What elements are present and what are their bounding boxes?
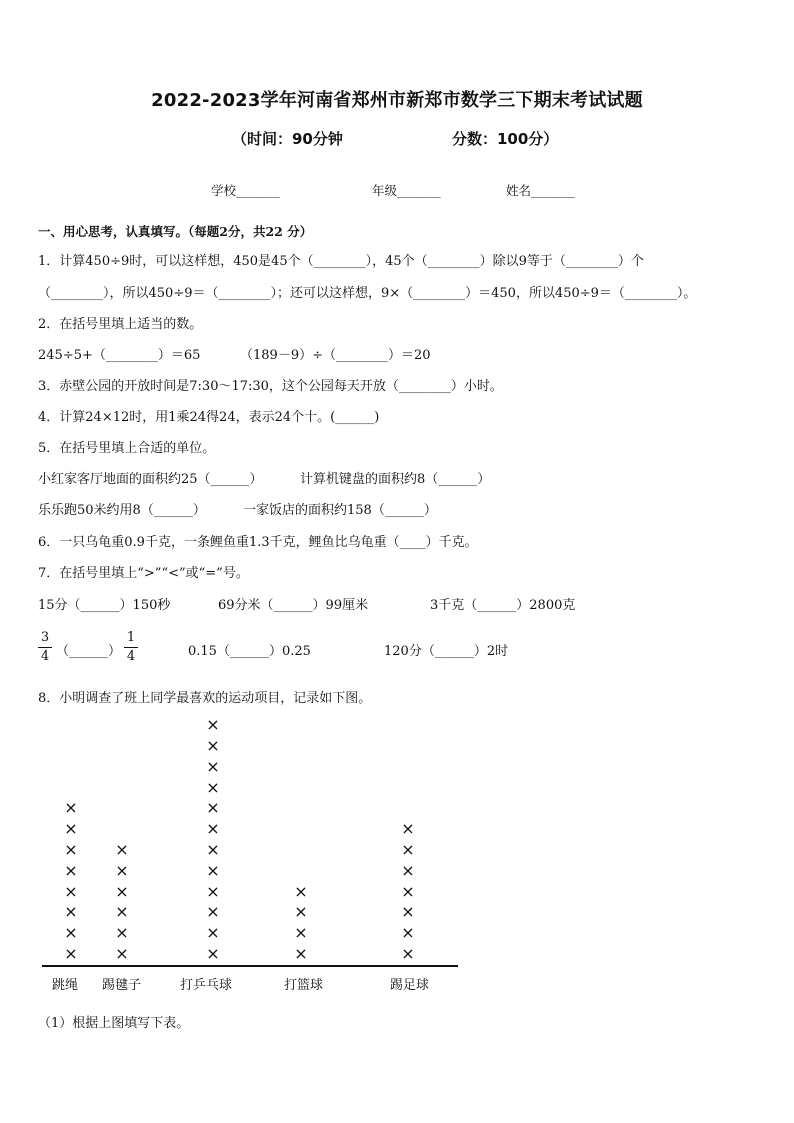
- question-8: 8．小明调查了班上同学最喜欢的运动项目，记录如下图。: [38, 691, 372, 706]
- fraction-one-quarter: [124, 629, 138, 666]
- tally-mark: ×: [206, 756, 220, 776]
- section-heading: 一、用心思考，认真填写。（每题2分，共22 分）: [38, 224, 313, 239]
- tally-mark: ×: [64, 923, 78, 943]
- tally-mark: ×: [206, 777, 220, 797]
- tally-mark: ×: [294, 902, 308, 922]
- question-2-a: 245÷5+（________）＝65: [38, 348, 201, 363]
- tally-mark: ×: [115, 840, 129, 859]
- question-7-f: 120分（______）2时: [384, 644, 509, 659]
- question-7-d-blank: （______）: [56, 644, 122, 659]
- tally-mark: ×: [206, 881, 220, 901]
- tally-mark: ×: [115, 944, 129, 963]
- tally-mark: ×: [206, 860, 220, 880]
- tally-mark: ×: [115, 923, 129, 943]
- tally-mark: ×: [64, 798, 78, 818]
- tally-mark: ×: [401, 902, 415, 922]
- category-label: 踢毽子: [102, 978, 142, 993]
- tally-mark: ×: [401, 881, 415, 901]
- question-7-c: 3千克（______）2800克: [430, 598, 576, 613]
- question-8-sub-1: （1）根据上图填写下表。: [38, 1016, 190, 1031]
- tally-mark: ×: [401, 819, 415, 839]
- tally-mark: ×: [206, 840, 220, 859]
- fraction-denominator: 4: [126, 649, 136, 664]
- category-label: 打篮球: [284, 978, 324, 993]
- question-5: 5．在括号里填上合适的单位。: [38, 441, 216, 456]
- tally-mark: ×: [206, 736, 220, 755]
- tally-mark: ×: [401, 860, 415, 880]
- tally-mark: ×: [294, 944, 308, 963]
- fraction-denominator: 4: [40, 649, 50, 664]
- tally-mark: ×: [64, 819, 78, 839]
- tally-mark: ×: [64, 944, 78, 963]
- tally-mark: ×: [115, 860, 129, 880]
- tally-mark: ×: [206, 944, 220, 963]
- tally-mark: ×: [206, 819, 220, 839]
- tally-mark: ×: [401, 923, 415, 943]
- school-field: 学校_______: [211, 183, 280, 198]
- tally-mark: ×: [294, 881, 308, 901]
- question-5-a: 小红家客厅地面的面积约25（______）: [38, 472, 263, 487]
- fraction-numerator: 3: [38, 629, 52, 648]
- tally-mark: ×: [64, 902, 78, 922]
- question-2: 2．在括号里填上适当的数。: [38, 317, 203, 332]
- grade-field: 年级_______: [372, 183, 441, 198]
- tally-mark: ×: [206, 798, 220, 818]
- tally-mark: ×: [64, 881, 78, 901]
- tally-mark: ×: [64, 840, 78, 859]
- question-4: 4．计算24×12时，用1乘24得24，表示24个十。(______): [38, 410, 380, 425]
- category-label: 打乒乓球: [180, 978, 233, 993]
- tally-mark: ×: [115, 902, 129, 922]
- question-7-e: 0.15（______）0.25: [188, 644, 311, 659]
- tally-mark: ×: [401, 944, 415, 963]
- tally-mark: ×: [206, 923, 220, 943]
- fraction-numerator: 1: [124, 629, 138, 648]
- question-1-line-1: 1．计算450÷9时，可以这样想，450是45个（________），45个（________）除以9等于（________）个: [38, 254, 644, 269]
- tally-mark: ×: [206, 715, 220, 735]
- time-label: （时间：90分钟: [232, 130, 343, 148]
- score-label: 分数：100分）: [452, 130, 559, 148]
- tally-mark: ×: [115, 881, 129, 901]
- question-5-b: 计算机键盘的面积约8（______）: [300, 472, 491, 487]
- tally-mark: ×: [64, 860, 78, 880]
- question-6: 6．一只乌龟重0.9千克，一条鲤鱼重1.3千克，鲤鱼比乌龟重（____）千克。: [38, 535, 478, 550]
- fraction-three-quarters: [38, 629, 52, 666]
- question-2-b: （189－9）÷（________）＝20: [240, 348, 431, 363]
- question-5-c: 乐乐跑50米约用8（______）: [38, 503, 206, 518]
- tally-mark: ×: [206, 902, 220, 922]
- question-7-b: 69分米（______）99厘米: [218, 598, 369, 613]
- question-5-d: 一家饭店的面积约158（______）: [243, 503, 437, 518]
- category-label: 踢足球: [390, 978, 430, 993]
- page-title: 2022-2023学年河南省郑州市新郑市数学三下期末考试试题: [151, 90, 643, 111]
- category-label: 跳绳: [52, 978, 79, 993]
- question-3: 3．赤壁公园的开放时间是7:30～17:30，这个公园每天开放（________）小时。: [38, 379, 503, 394]
- question-7: 7．在括号里填上“>”“<”或“=”号。: [38, 566, 249, 581]
- tally-mark: ×: [294, 923, 308, 943]
- question-1-line-2: （________），所以450÷9＝（________）；还可以这样想，9×（________）＝450，所以450÷9＝（________）。: [38, 286, 697, 301]
- question-7-a: 15分（______）150秒: [38, 598, 171, 613]
- name-field: 姓名_______: [506, 183, 575, 198]
- tally-mark: ×: [401, 840, 415, 859]
- chart-axis-line: [42, 965, 458, 967]
